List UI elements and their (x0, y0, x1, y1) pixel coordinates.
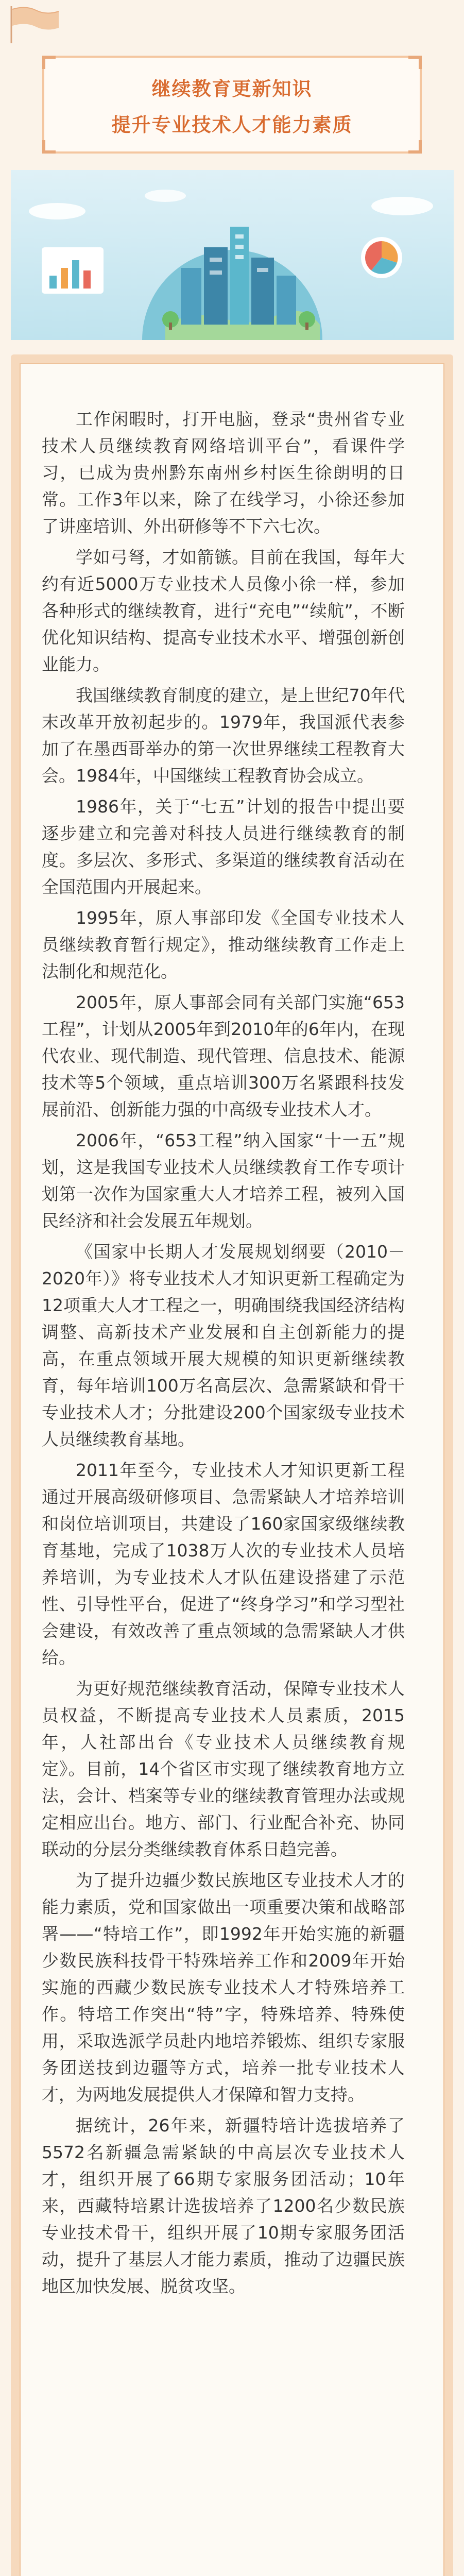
pie-chart-icon (361, 237, 402, 278)
corner-ornament-icon (42, 140, 56, 154)
paragraph: 工作闲暇时，打开电脑，登录“贵州省专业技术人员继续教育网络培训平台”，看课件学习，已成为贵州黔东南州乡村医生徐朗明的日常。工作3年以来，除了在线学习，小徐还参加了讲座培训、外出研修等不下六七次。 (42, 409, 405, 536)
paragraph: 为了提升边疆少数民族地区专业技术人才的能力素质，党和国家做出一项重要决策和战略部署——“特培工作”，即1992年开始实施的新疆少数民族科技骨干特殊培养工作和2009年开始实施的西藏少数民族专业技术人才特殊培养工作。特培工作突出“特”字，特殊培养、特殊使用，采取选派学员赴内地培养锻炼、组织专家服务团送技到边疆等方式，培养一批专业技术人才，为两地发展提供人才保障和智力支持。 (42, 1870, 405, 2105)
article-body (42, 406, 405, 2304)
paragraph: 2006年，“653工程”纳入国家“十一五”规划，这是我国专业技术人员继续教育工作专项计划第一次作为国家重大人才培养工程，被列入国民经济和社会发展五年规划。 (42, 1130, 405, 1231)
city-globe-illustration (11, 170, 454, 340)
corner-ornament-icon (408, 140, 422, 154)
corner-ornament-icon (408, 56, 422, 69)
article-frame (11, 354, 453, 2576)
corner-ornament-icon (42, 56, 56, 69)
paragraph: 我国继续教育制度的建立，是上世纪70年代末改革开放初起步的。1979年，我国派代表参加了在墨西哥举办的第一次世界继续工程教育大会。1984年，中国继续工程教育协会成立。 (42, 685, 405, 786)
paragraph: 学如弓弩，才如箭镞。目前在我国，每年大约有近5000万专业技术人员像小徐一样，参加各种形式的继续教育，进行“充电”“续航”，不断优化知识结构、提高专业技术水平、增强创新创业能力。 (42, 547, 405, 674)
title-box (42, 56, 422, 154)
header (0, 0, 464, 170)
paragraph: 《国家中长期人才发展规划纲要（2010－2020年）》将专业技术人才知识更新工程确定为12项重大人才工程之一，明确围绕我国经济结构调整、高新技术产业发展和自主创新能力的提高，在重点领域开展大规模的知识更新继续教育，每年培训100万名高层次、急需紧缺和骨干专业技术人才；分批建设200个国家级专业技术人员继续教育基地。 (42, 1242, 405, 1449)
flag-decoration-icon (5, 4, 62, 45)
paragraph: 为更好规范继续教育活动，保障专业技术人员权益，不断提高专业技术人员素质，2015年，人社部出台《专业技术人员继续教育规定》。目前，14个省区市实现了继续教育地方立法，会计、档案等专业的继续教育管理办法或规定相应出台。地方、部门、行业配合补充、协同联动的分层分类继续教育体系日趋完善。 (42, 1679, 405, 1859)
title-line-1: 继续教育更新知识 (151, 78, 313, 100)
illustration-banner (11, 170, 454, 340)
paragraph: 据统计，26年来，新疆特培计选拔培养了5572名新疆急需紧缺的中高层次专业技术人才，组织开展了66期专家服务团活动；10年来，西藏特培累计选拔培养了1200名少数民族专业技术骨干，组织开展了10期专家服务团活动，提升了基层人才能力素质，推动了边疆民族地区加快发展、脱贫攻坚。 (42, 2115, 405, 2296)
paragraph: 1986年，关于“七五”计划的报告中提出要逐步建立和完善对科技人员进行继续教育的制度。多层次、多形式、多渠道的继续教育活动在全国范围内开展起来。 (42, 796, 405, 897)
paragraph: 2011年至今，专业技术人才知识更新工程通过开展高级研修项目、急需紧缺人才培养培训和岗位培训项目，共建设了160家国家级继续教育基地，完成了1038万人次的专业技术人员培养培训，为专业技术人才队伍建设搭建了示范性、引导性平台，促进了“终身学习”和学习型社会建设，有效改善了重点领域的急需紧缺人才供给。 (42, 1460, 405, 1668)
bar-chart-icon (42, 247, 104, 294)
title-line-2: 提升专业技术人才能力素质 (111, 114, 353, 136)
paragraph: 2005年，原人事部会同有关部门实施“653工程”，计划从2005年到2010年的6年内，在现代农业、现代制造、现代管理、信息技术、能源技术等5个领域，重点培训300万名紧跟科技发展前沿、创新能力强的中高级专业技术人才。 (42, 992, 405, 1120)
paragraph: 1995年，原人事部印发《全国专业技术人员继续教育暂行规定》，推动继续教育工作走上法制化和规范化。 (42, 908, 405, 981)
